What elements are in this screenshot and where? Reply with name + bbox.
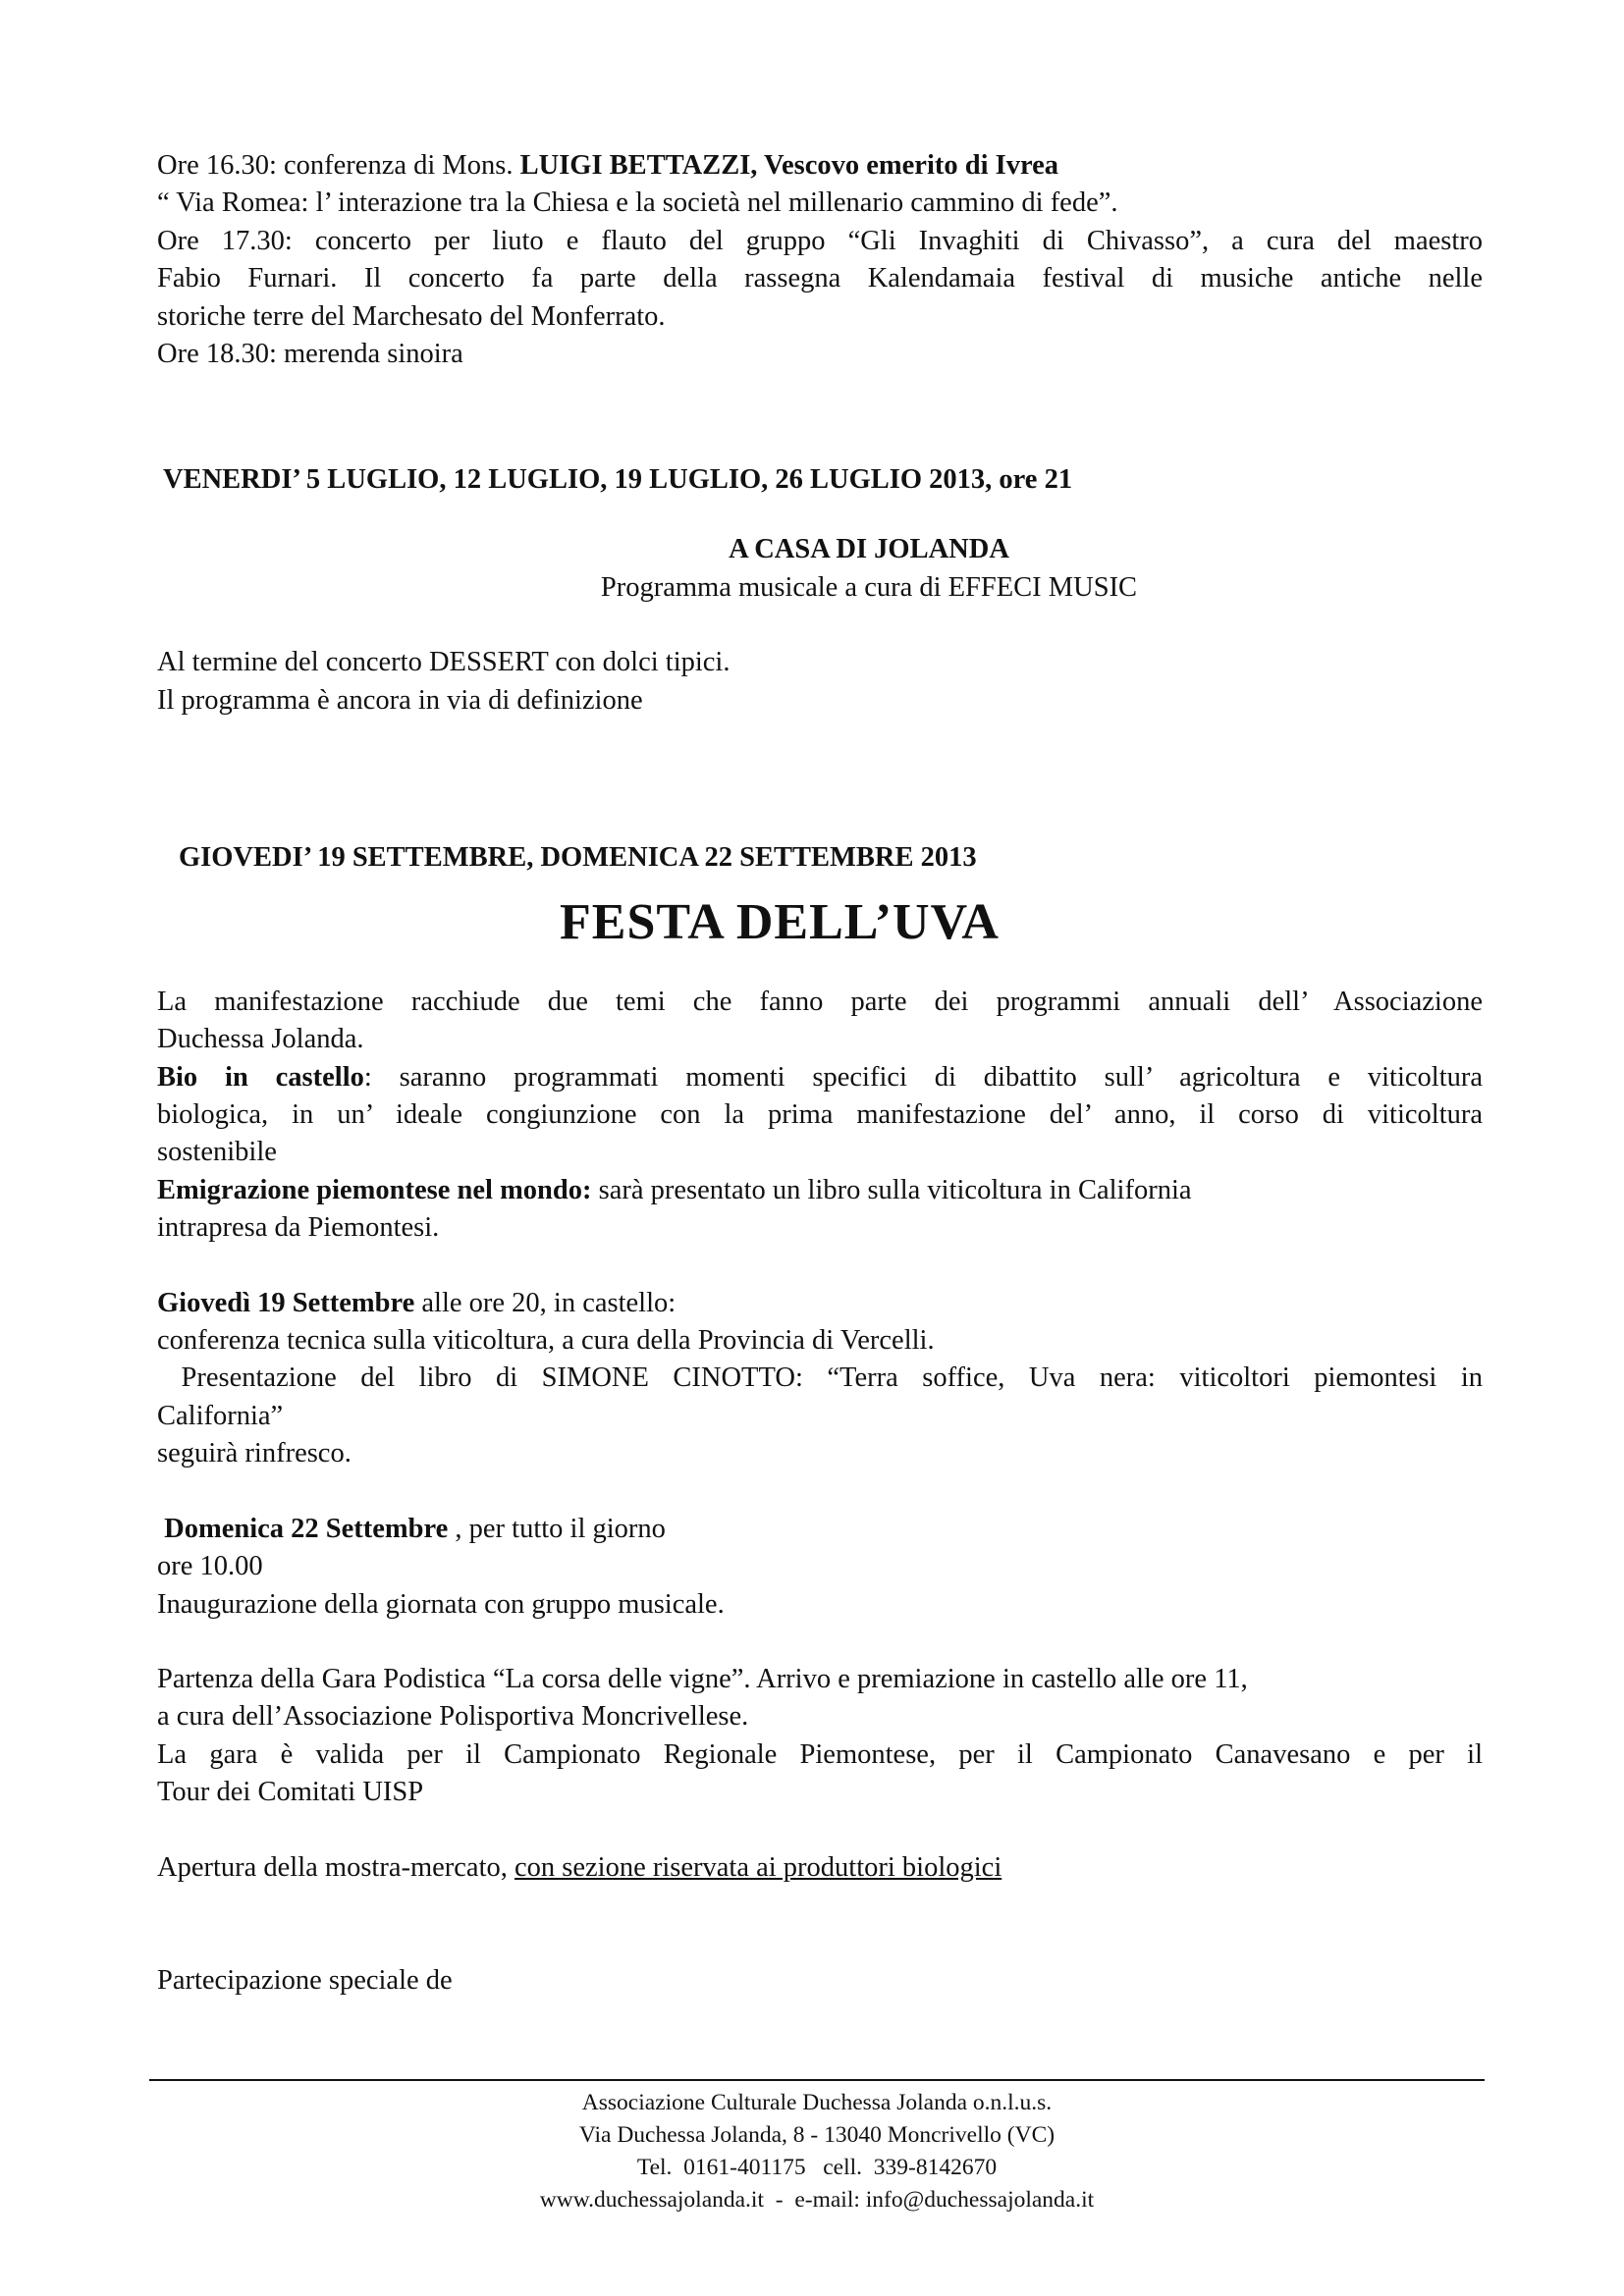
text-line: intrapresa da Piemontesi.	[157, 1212, 440, 1244]
event-dates: VENERDI’ 5 LUGLIO, 12 LUGLIO, 19 LUGLIO, 26 LUGLIO 2013, ore 21	[163, 464, 1073, 495]
text-line: Fabio Furnari. Il concerto fa parte della rassegna Kalendamaia festival di musiche antiche nelle	[157, 263, 1483, 294]
text-line: Duchessa Jolanda.	[157, 1024, 364, 1055]
text-line: Ore 17.30: concerto per liuto e flauto del gruppo “Gli Invaghiti di Chivasso”, a cura del maestro	[157, 225, 1483, 256]
text-line: Partenza della Gara Podistica “La corsa delle vigne”. Arrivo e premiazione in castello alle ore 11,	[157, 1663, 1248, 1694]
text-line: biologica, in un’ ideale congiunzione con la prima manifestazione del’ anno, il corso di viticoltura	[157, 1099, 1483, 1131]
text-line	[157, 1172, 1483, 1209]
section-festa-uva	[157, 839, 1483, 2000]
text-line	[157, 1285, 1483, 1322]
text-line: California”	[157, 1400, 284, 1431]
text-line: ore 10.00	[157, 1551, 263, 1582]
text-span: sarà presentato un libro sulla viticoltura in California	[591, 1174, 1192, 1205]
text-span: , per tutto il giorno	[448, 1513, 666, 1544]
sunday-paragraph	[157, 1511, 1483, 1624]
event-title: A CASA DI JOLANDA	[729, 534, 1009, 565]
text-line: conferenza tecnica sulla viticoltura, a cura della Provincia di Vercelli.	[157, 1325, 935, 1357]
event-title: FESTA DELL’UVA	[560, 894, 1000, 951]
section-casa-di-jolanda	[157, 461, 1483, 720]
text-line: “ Via Romea: l’ interazione tra la Chiesa e la società nel millenario cammino di fede”.	[157, 187, 1118, 219]
text-line: La gara è valida per il Campionato Regionale Piemontese, per il Campionato Canavesano e per il	[157, 1738, 1483, 1770]
speaker-name: LUIGI BETTAZZI, Vescovo emerito di Ivrea	[519, 150, 1058, 181]
text-line: sostenibile	[157, 1137, 277, 1168]
text-line: Inaugurazione della giornata con gruppo musicale.	[157, 1588, 725, 1620]
thursday-paragraph	[157, 1285, 1483, 1473]
text-line: storiche terre del Marchesato del Monferrato.	[157, 300, 666, 332]
text-line	[157, 1849, 1483, 1887]
topic-label: Emigrazione piemontese nel mondo:	[157, 1174, 592, 1205]
event-dates: GIOVEDI’ 19 SETTEMBRE, DOMENICA 22 SETTEMBRE 2013	[179, 842, 977, 873]
underlined-text: con sezione riservata ai produttori biologici	[514, 1851, 1002, 1883]
text-line: La manifestazione racchiude due temi che fanno parte dei programmi annuali dell’ Associazione	[157, 986, 1483, 1017]
day-label: Domenica 22 Settembre	[157, 1513, 449, 1544]
day-label: Giovedì 19 Settembre	[157, 1287, 415, 1318]
section-afternoon-program	[157, 147, 1483, 373]
footer-phone: Tel. 0161-401175 cell. 339-8142670	[636, 2155, 998, 2180]
text-line: Ore 18.30: merenda sinoira	[157, 339, 463, 370]
text-line	[157, 1511, 1483, 1548]
text-line	[157, 1059, 1483, 1096]
letterhead-footer	[149, 2079, 1485, 2216]
text-line: Il programma è ancora in via di definizione	[157, 684, 643, 716]
text-line	[157, 147, 1483, 185]
intro-paragraph	[157, 984, 1483, 1248]
race-paragraph	[157, 1661, 1483, 1812]
text-line: Al termine del concerto DESSERT con dolci tipici.	[157, 647, 731, 678]
event-subtitle: Programma musicale a cura di EFFECI MUSIC	[600, 571, 1138, 603]
text-span: alle ore 20, in castello:	[414, 1287, 677, 1318]
text-line: Partecipazione speciale de	[157, 1964, 453, 1996]
footer-web-email: www.duchessajolanda.it - e-mail: info@duchessajolanda.it	[539, 2187, 1095, 2213]
topic-label: Bio in castello	[157, 1061, 364, 1093]
text-line: seguirà rinfresco.	[157, 1438, 352, 1469]
text-span: Apertura della mostra-mercato,	[157, 1851, 515, 1883]
text-span: Ore 16.30: conferenza di Mons.	[157, 150, 520, 181]
text-line: a cura dell’Associazione Polisportiva Moncrivellese.	[157, 1701, 749, 1733]
text-line: Presentazione del libro di SIMONE CINOTTO: “Terra soffice, Uva nera: viticoltori piemontesi in	[157, 1362, 1484, 1394]
footer-org-name: Associazione Culturale Duchessa Jolanda o.n.l.u.s.	[581, 2090, 1053, 2115]
footer-address: Via Duchessa Jolanda, 8 - 13040 Moncrivello (VC)	[578, 2122, 1056, 2148]
text-line: Tour dei Comitati UISP	[157, 1777, 424, 1808]
text-span: : saranno programmati momenti specifici di dibattito sull’ agricoltura e viticoltura	[363, 1061, 1483, 1093]
